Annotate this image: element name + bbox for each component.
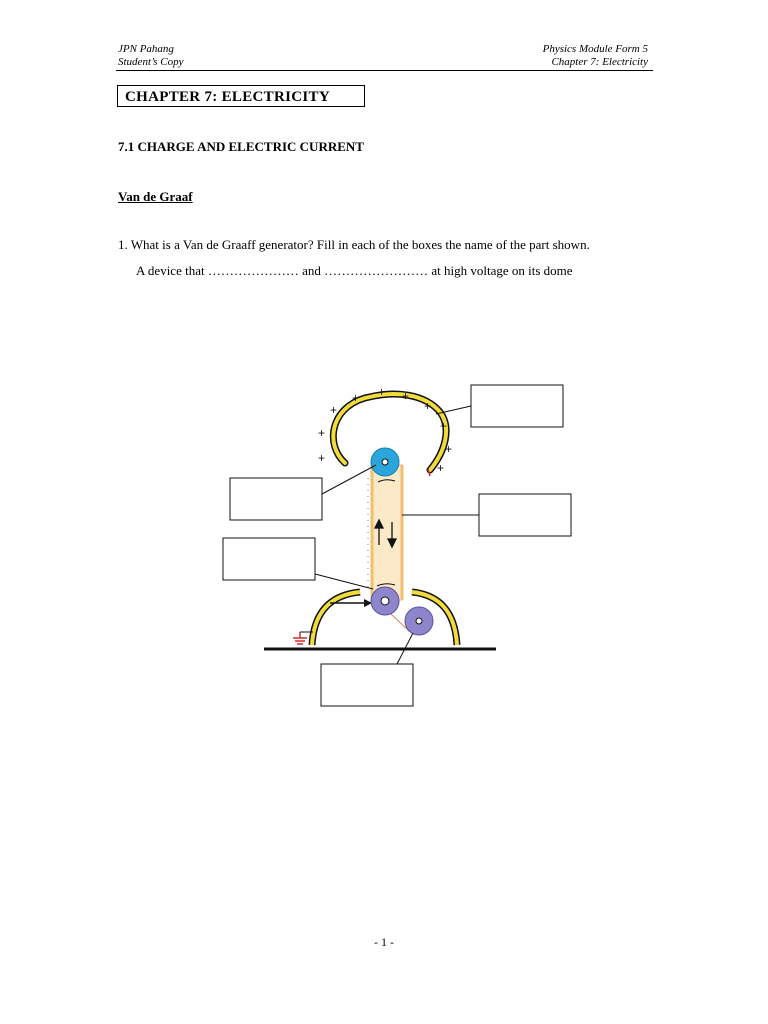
charge-sign: + xyxy=(424,399,432,413)
header-organization: JPN Pahang xyxy=(118,43,174,55)
page-number: - 1 - xyxy=(374,935,394,949)
lower-roller-axle xyxy=(381,597,389,605)
label-box-comb[interactable] xyxy=(223,538,315,580)
label-box-belt[interactable] xyxy=(479,494,571,536)
charge-sign: + xyxy=(437,461,445,475)
belt xyxy=(372,465,402,600)
charge-sign: + xyxy=(440,419,448,433)
base-left-fill xyxy=(312,592,360,645)
earth-symbol xyxy=(293,632,307,644)
leader-comb xyxy=(315,574,373,589)
chapter-title: CHAPTER 7: ELECTRICITY xyxy=(117,85,365,107)
top-roller-axle xyxy=(382,459,388,465)
header-module: Physics Module Form 5 xyxy=(542,43,648,55)
charge-sign: + xyxy=(352,391,360,405)
charge-sign: + xyxy=(445,442,453,456)
leader-top-roller xyxy=(322,465,376,494)
header-chapter: Chapter 7: Electricity xyxy=(551,56,648,68)
charge-sign: + xyxy=(330,403,338,417)
label-box-motor[interactable] xyxy=(321,664,413,706)
question-1-answer-line: A device that ………………… and …………………… at high voltage on its dome xyxy=(136,263,573,278)
motor-roller-axle xyxy=(416,618,422,624)
section-title: 7.1 CHARGE AND ELECTRIC CURRENT xyxy=(118,139,364,154)
label-box-top-roller[interactable] xyxy=(230,478,322,520)
charge-sign: + xyxy=(378,385,386,399)
subsection-title: Van de Graaf xyxy=(118,189,193,204)
label-box-dome[interactable] xyxy=(471,385,563,427)
charge-sign: + xyxy=(318,451,326,465)
charge-sign: + xyxy=(318,426,326,440)
question-1-prompt: 1. What is a Van de Graaff generator? Fill in each of the boxes the name of the part shown. xyxy=(118,237,590,252)
header-copy-type: Student’s Copy xyxy=(118,56,184,68)
charge-sign: + xyxy=(402,389,410,403)
